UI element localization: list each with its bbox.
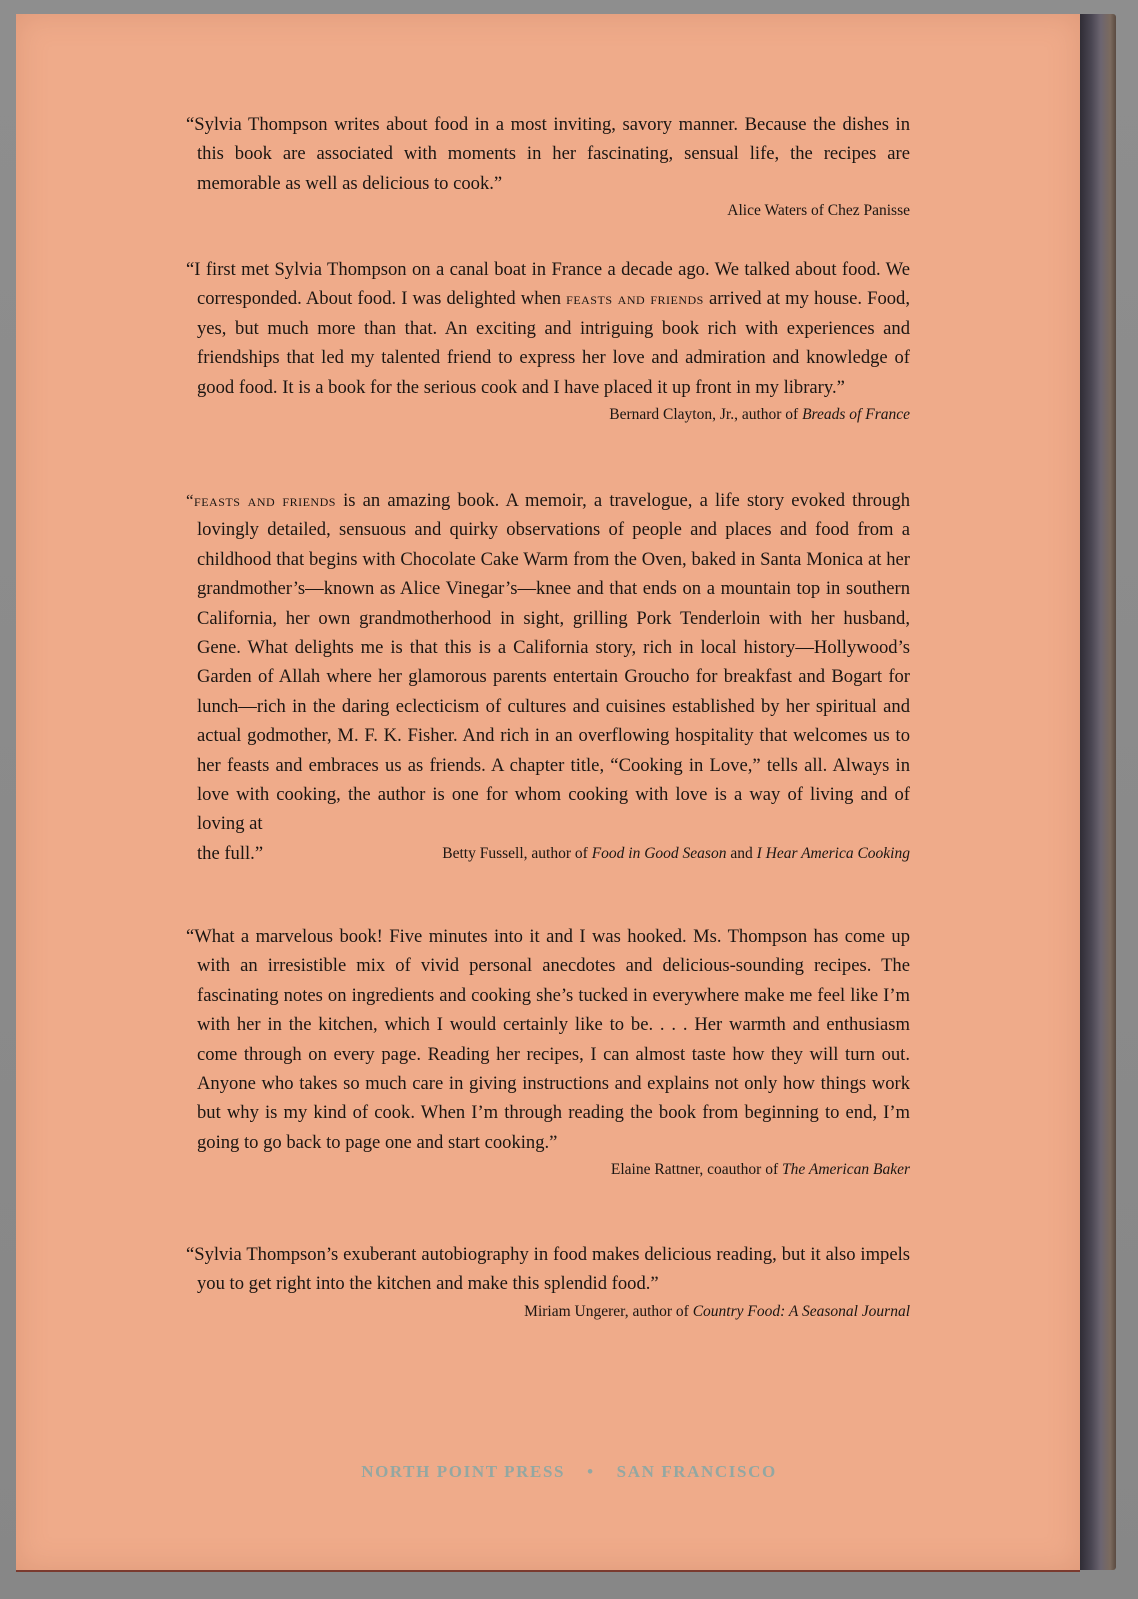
attribution-book-title: Country Food: A Seasonal Journal	[692, 1302, 910, 1320]
attribution-text: and	[726, 844, 757, 862]
attribution-text: Betty Fussell, author of	[442, 844, 592, 862]
blurb-miriam-ungerer	[186, 1240, 910, 1325]
blurb-quote: “Sylvia Thompson’s exuberant autobiography in food makes delicious reading, but it also impels you to get right into the kitchen and make this splendid food.”	[186, 1244, 910, 1295]
attribution-text: Bernard Clayton, Jr., author of	[609, 406, 803, 424]
blurb-attribution	[186, 402, 910, 428]
book-title-smallcaps: feasts and friends	[566, 289, 704, 309]
blurb-final-line	[186, 839, 910, 868]
separator-dot: •	[587, 1462, 595, 1481]
blurb-elaine-rattner	[186, 922, 910, 1183]
blurb-quote: “Sylvia Thompson writes about food in a most inviting, savory manner. Because the dishes in this book are associated with moments in her fascinating, sensual life, the recipes are memorable as well as delicious to cook.”	[186, 114, 910, 194]
publisher-imprint	[0, 1462, 1138, 1482]
blurb-attribution: Alice Waters of Chez Panisse	[727, 202, 910, 220]
blurb-quote	[186, 255, 910, 402]
blurb-attribution	[186, 1299, 910, 1325]
quote-end: the full.”	[197, 842, 264, 864]
blurb-betty-fussell	[186, 486, 910, 868]
quote-text: “I first met Sylvia Thompson on a canal boat in France a decade ago. We talked about food. We corresponded. About food. I was delighted when	[186, 259, 910, 310]
attribution-book-title: Breads of France	[802, 406, 910, 424]
book-spine-edge	[1078, 14, 1116, 1570]
blurb-attribution	[442, 839, 910, 868]
blurb-quote: “What a marvelous book! Five minutes into it and I was hooked. Ms. Thompson has come up with an irresistible mix of vivid personal anecdotes and delicious-sounding recipes. The fascinating notes on ingredients and cooking she’s tucked in everywhere make me feel like I’m with her in the kitchen, which I would certainly like to be. . . . Her warmth and enthusiasm come through on every page. Reading her recipes, I can almost taste how they will turn out. Anyone who takes so much care in giving instructions and explains not only how things work but why is my kind of cook. When I’m through reading the book from beginning to end, I’m going to go back to page one and start cooking.”	[186, 926, 910, 1153]
blurb-alice-waters	[186, 110, 910, 224]
blurb-bernard-clayton	[186, 255, 910, 428]
publisher-name: NORTH POINT PRESS	[361, 1462, 566, 1481]
attribution-book-title: Food in Good Season	[591, 844, 727, 862]
blurb-attribution	[186, 1157, 910, 1183]
attribution-text: Elaine Rattner, coauthor of	[610, 1161, 782, 1179]
blurb-quote	[186, 486, 910, 839]
book-title-smallcaps: “feasts and friends	[186, 491, 336, 510]
publisher-city: SAN FRANCISCO	[616, 1462, 777, 1481]
attribution-text: Miriam Ungerer, author of	[524, 1302, 693, 1320]
quote-text: arrived at my house. Food, yes, but much more than that. An exciting and intriguing book rich with experiences and friendships that led my talented friend to express her love and admiration and knowledge of good food. It is a book for the serious cook and I have placed it up front in my library.”	[197, 288, 910, 398]
attribution-book-title: I Hear America Cooking	[756, 844, 910, 862]
attribution-book-title: The American Baker	[782, 1161, 910, 1179]
quote-text: is an amazing book. A memoir, a travelogue, a life story evoked through lovingly detailed, sensuous and quirky observations of people and places and food from a childhood that begins with Chocolate Cake Warm from the Oven, baked in Santa Monica at her grandmother’s—known as Alice Vinegar’s—knee and that ends on a mountain top in southern California, her own grandmotherhood in sight, grilling Pork Tenderloin with her husband, Gene. What delights me is that this is a California story, rich in local history—Hollywood’s Garden of Allah where her glamorous parents entertain Groucho for breakfast and Bogart for lunch—rich in the daring eclecticism of cultures and cuisines established by her spiritual and actual godmother, M. F. K. Fisher. And rich in an overflowing hospitality that welcomes us to her feasts and embraces us as friends. A chapter title, “Cooking in Love,” tells all. Always in love with cooking, the author is one for whom cooking with love is a way of living and of loving at	[197, 490, 910, 835]
